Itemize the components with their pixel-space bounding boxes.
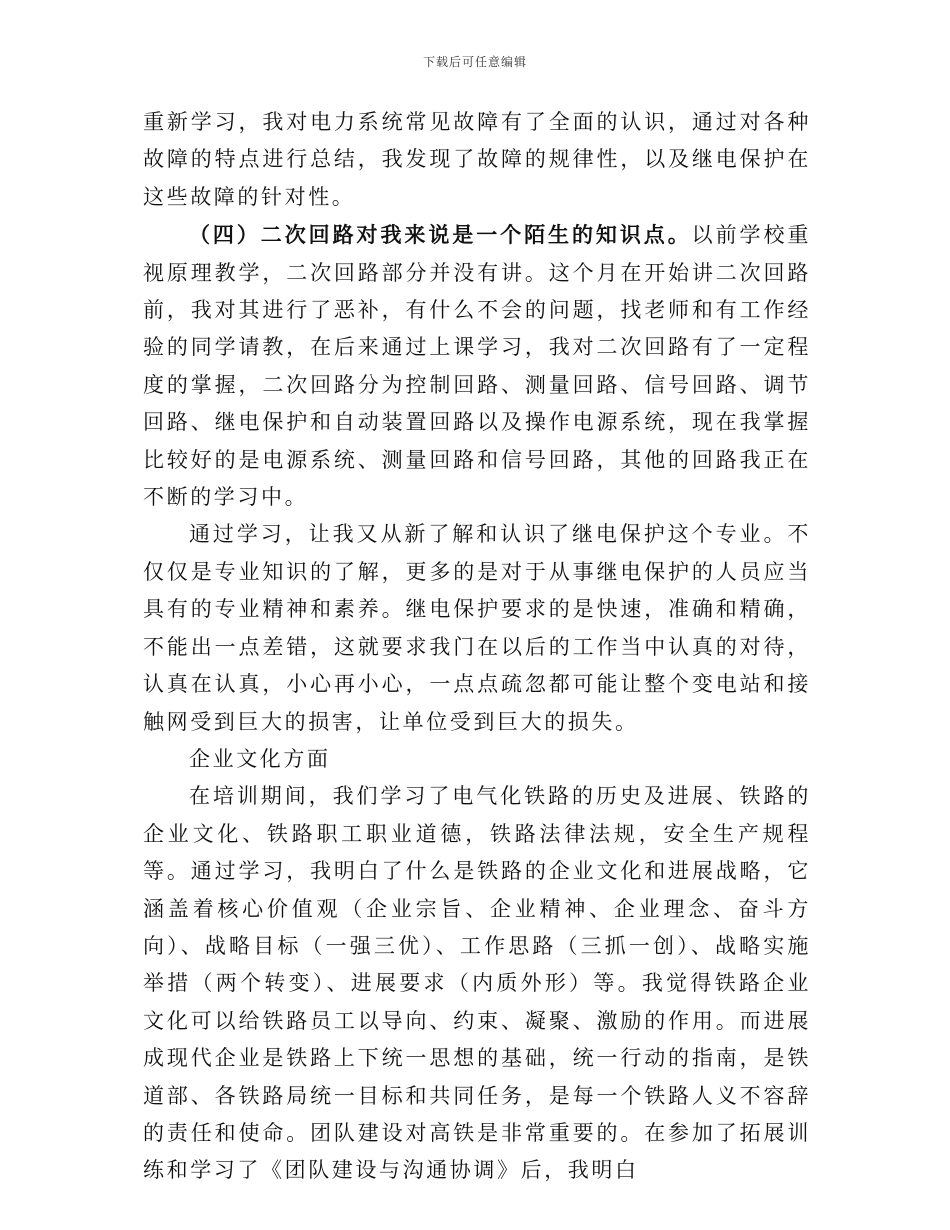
paragraph-secondary-circuit [143,216,811,516]
document-body [143,104,811,1190]
paragraph-text: 通过学习，让我又从新了解和认识了继电保护这个专业。不仅仅是专业知识的了解，更多的是对于从事继电保护的人员应当具有的专业精神和素养。继电保护要求的是快速，准确和精确，不能出一点差错，这就要求我门在以后的工作当中认真的对待，认真在认真，小心再小心，一点点疏忽都可能让整个变电站和接触网受到巨大的损害，让单位受到巨大的损失。 [143,522,811,734]
paragraph-text: 以前学校重视原理教学，二次回路部分并没有讲。这个月在开始讲二次回路前，我对其进行了恶补，有什么不会的问题，找老师和有工作经验的同学请教，在后来通过上课学习，我对二次回路有了一定程度的掌握，二次回路分为控制回路、测量回路、信号回路、调节回路、继电保护和自动装置回路以及操作电源系统，现在我掌握比较好的是电源系统、测量回路和信号回路，其他的回路我正在不断的学习中。 [143,223,811,510]
paragraph-corporate-culture [143,778,811,1189]
page-header: 下载后可任意编辑 [422,55,527,69]
paragraph-study-summary [143,516,811,740]
paragraph-heading: （四）二次回路对我来说是一个陌生的知识点。 [189,222,692,248]
paragraph-text: 企业文化方面 [189,746,331,771]
paragraph-text: 重新学习，我对电力系统常见故障有了全面的认识，通过对各种故障的特点进行总结，我发现了故障的规律性，以及继电保护在这些故障的针对性。 [143,110,811,209]
paragraph-text: 在培训期间，我们学习了电气化铁路的历史及进展、铁路的企业文化、铁路职工职业道德，铁路法律法规，安全生产规程等。通过学习，我明白了什么是铁路的企业文化和进展战略，它涵盖着核心价值观（企业宗旨、企业精神、企业理念、奋斗方向）、战略目标（一强三优）、工作思路（三抓一创）、战略实施举措（两个转变）、进展要求（内质外形）等。我觉得铁路企业文化可以给铁路员工以导向、约束、凝聚、激励的作用。而进展成现代企业是铁路上下统一思想的基础，统一行动的指南，是铁道部、各铁路局统一目标和共同任务，是每一个铁路人义不容辞的责任和使命。团队建设对高铁是非常重要的。在参加了拓展训练和学习了《团队建设与沟通协调》后，我明白 [143,784,811,1183]
paragraph-continuation [143,104,811,216]
section-heading-corporate-culture [143,741,811,778]
